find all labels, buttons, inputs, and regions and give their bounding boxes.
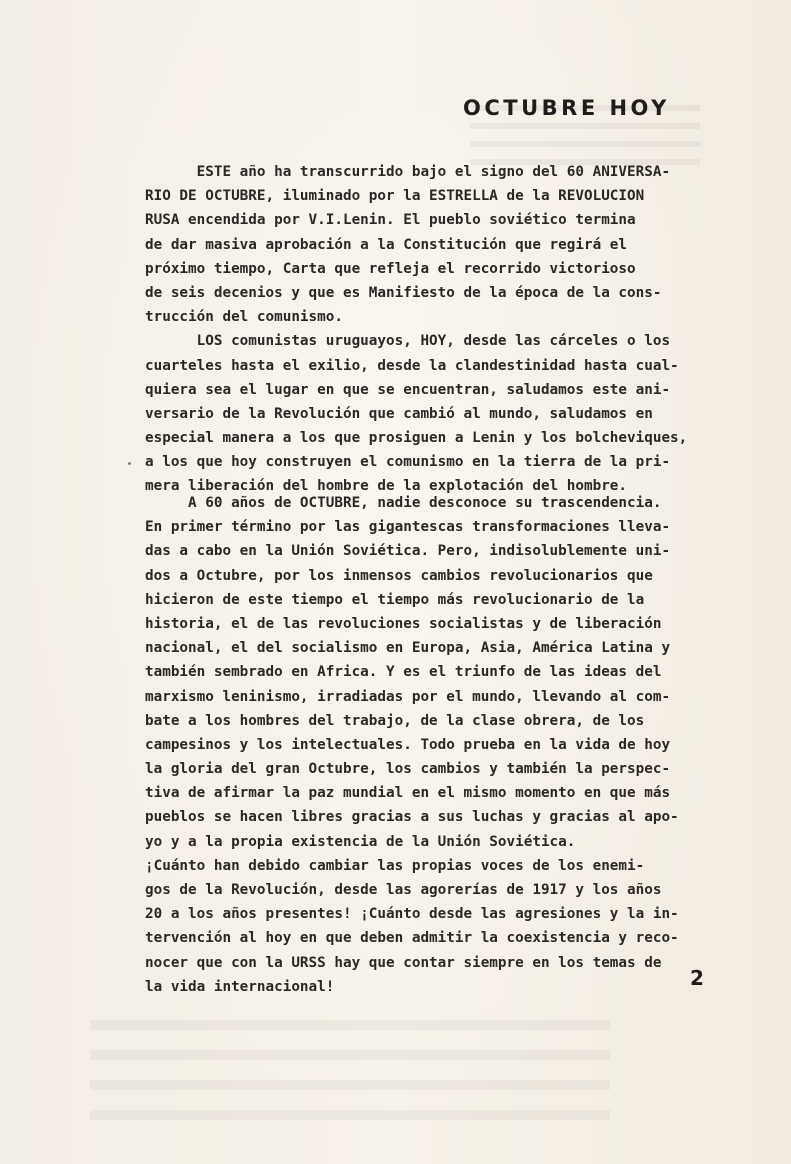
text-line: la vida internacional! xyxy=(145,978,335,995)
text-line: tiva de afirmar la paz mundial en el mismo momento en que más xyxy=(145,785,671,802)
text-line: la gloria del gran Octubre, los cambios y también la perspec- xyxy=(145,761,671,778)
text-line: especial manera a los que prosiguen a Lenin y los bolcheviques, xyxy=(145,430,688,447)
page-number: 2 xyxy=(690,966,704,990)
text-line: LOS comunistas uruguayos, HOY, desde las cárceles o los xyxy=(145,333,671,350)
text-line: bate a los hombres del trabajo, de la clase obrera, de los xyxy=(145,712,645,729)
text-line: campesinos y los intelectuales. Todo prueba en la vida de hoy xyxy=(145,736,671,753)
text-line: pueblos se hacen libres gracias a sus luchas y gracias al apo- xyxy=(145,809,679,826)
text-line: trucción del comunismo. xyxy=(145,309,343,326)
text-line: A 60 años de OCTUBRE, nadie desconoce su trascendencia. xyxy=(145,495,662,511)
bleed-through-shadow-lower xyxy=(90,1000,610,1120)
text-line: yo y a la propia existencia de la Unión Soviética. xyxy=(145,833,576,850)
text-line: a los que hoy construyen el comunismo en la tierra de la pri- xyxy=(145,454,671,471)
text-line: gos de la Revolución, desde las agorerías de 1917 y los años xyxy=(145,882,662,898)
text-line: RUSA encendida por V.I.Lenin. El pueblo soviético termina xyxy=(145,212,636,229)
text-line: tervención al hoy en que deben admitir la coexistencia y reco- xyxy=(145,930,679,947)
text-line: historia, el de las revoluciones socialistas y de liberación xyxy=(145,615,662,632)
text-line: dos a Octubre, por los inmensos cambios revolucionarios que xyxy=(145,567,653,584)
text-line: 20 a los años presentes! ¡Cuánto desde las agresiones y la in- xyxy=(145,906,679,923)
text-line: cuarteles hasta el exilio, desde la clandestinidad hasta cual- xyxy=(145,357,679,374)
text-line: ESTE año ha transcurrido bajo el signo del 60 ANIVERSA- xyxy=(145,164,671,180)
paragraph-one xyxy=(145,160,735,499)
margin-dot xyxy=(128,462,131,465)
text-line: también sembrado en Africa. Y es el triunfo de las ideas del xyxy=(145,664,662,681)
paragraph-two xyxy=(145,491,735,999)
text-line: hicieron de este tiempo el tiempo más revolucionario de la xyxy=(145,591,645,608)
page-title: OCTUBRE HOY xyxy=(463,96,670,120)
text-line: RIO DE OCTUBRE, iluminado por la ESTRELLA de la REVOLUCION xyxy=(145,188,645,205)
text-line: quiera sea el lugar en que se encuentran, saludamos este ani- xyxy=(145,381,671,398)
text-line: En primer término por las gigantescas transformaciones lleva- xyxy=(145,519,671,536)
text-line: marxismo leninismo, irradiadas por el mundo, llevando al com- xyxy=(145,688,671,705)
text-line: mera liberación del hombre de la explotación del hombre. xyxy=(145,478,628,495)
text-line: das a cabo en la Unión Soviética. Pero, indisolublemente uni- xyxy=(145,543,671,560)
text-line: próximo tiempo, Carta que refleja el recorrido victorioso xyxy=(145,260,636,277)
text-line: nacional, el del socialismo en Europa, Asia, América Latina y xyxy=(145,640,671,657)
text-line: ¡Cuánto han debido cambiar las propias voces de los enemi- xyxy=(145,857,645,874)
text-line: de dar masiva aprobación a la Constitución que regirá el xyxy=(145,236,628,253)
text-line: nocer que con la URSS hay que contar siempre en los temas de xyxy=(145,954,662,971)
text-line: de seis decenios y que es Manifiesto de la época de la cons- xyxy=(145,284,662,301)
text-line: versario de la Revolución que cambió al mundo, saludamos en xyxy=(145,405,653,422)
